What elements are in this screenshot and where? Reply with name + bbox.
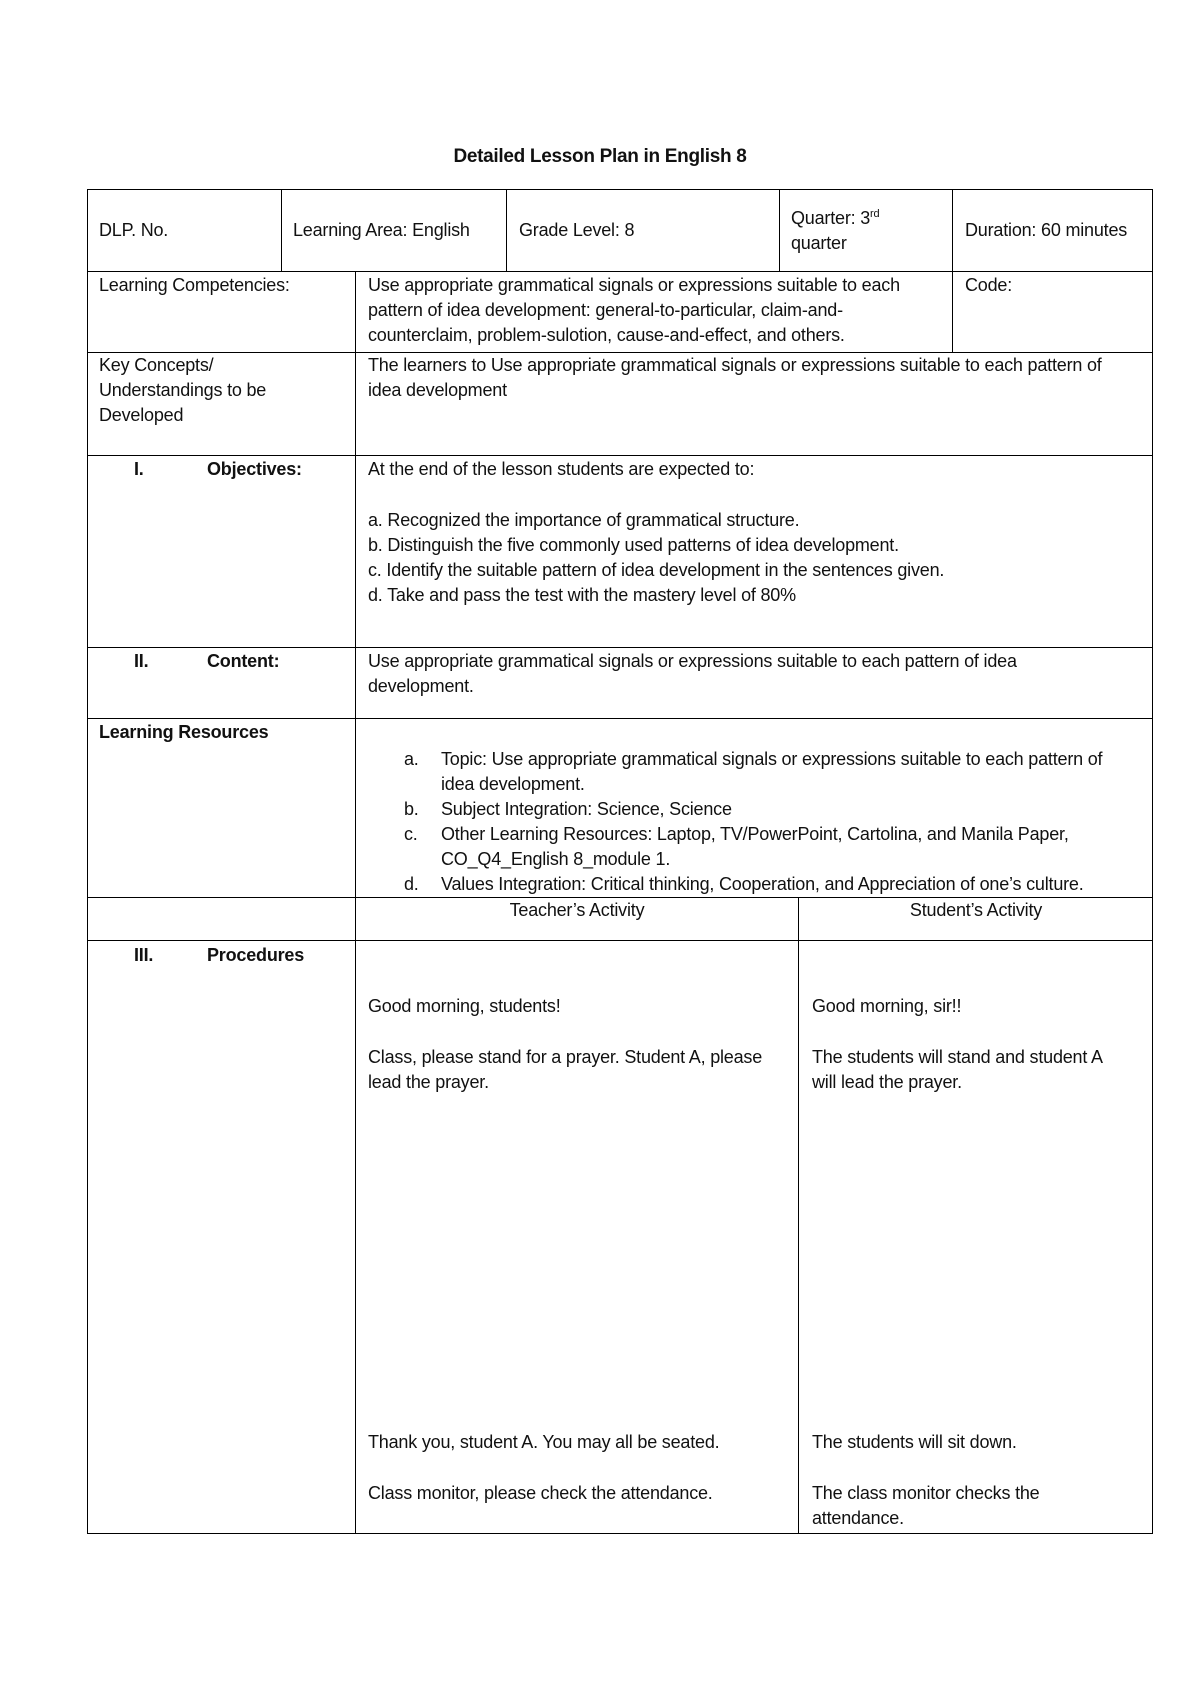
objective-item: c. Identify the suitable pattern of idea development in the sentences given. — [368, 560, 945, 580]
col-divider — [798, 897, 799, 1534]
resource-item — [404, 822, 1144, 872]
procedures-label: Procedures — [207, 945, 305, 965]
competencies-label: Learning Competencies: — [99, 275, 290, 295]
competencies-text — [368, 273, 900, 348]
teacher-seated: Thank you, student A. You may all be seated. — [368, 1432, 720, 1452]
row-divider — [87, 455, 1153, 456]
key-concepts-label — [99, 353, 266, 428]
resource-line: Other Learning Resources: Laptop, TV/PowerPoint, Cartolina, and Manila Paper, — [441, 824, 1069, 844]
resource-line: idea development. — [441, 774, 585, 794]
quarter — [791, 206, 879, 256]
objective-item: b. Distinguish the five commonly used patterns of idea development. — [368, 535, 899, 555]
resource-item — [404, 747, 1144, 797]
dlp-number: DLP. No. — [99, 220, 169, 240]
student-attendance-line: The class monitor checks the — [812, 1483, 1040, 1503]
col-divider — [779, 189, 780, 271]
resource-line: Subject Integration: Science, Science — [441, 799, 732, 819]
student-prayer — [812, 1045, 1103, 1095]
objective-item: a. Recognized the importance of grammatical structure. — [368, 510, 800, 530]
student-prayer-line: will lead the prayer. — [812, 1072, 962, 1092]
resource-marker: d. — [404, 874, 419, 894]
key-concepts-label-line: Understandings to be — [99, 380, 267, 400]
student-attendance — [812, 1481, 1040, 1531]
resource-marker: b. — [404, 799, 419, 819]
content-label: Content: — [207, 651, 280, 671]
content-line: Use appropriate grammatical signals or expressions suitable to each pattern of idea — [368, 651, 1017, 671]
key-concepts-line: idea development — [368, 380, 507, 400]
learning-area: Learning Area: English — [293, 220, 470, 240]
student-attendance-line: attendance. — [812, 1508, 904, 1528]
row-divider — [87, 271, 1153, 272]
duration: Duration: 60 minutes — [965, 220, 1128, 240]
teacher-prayer-line: Class, please stand for a prayer. Student A, please — [368, 1047, 763, 1067]
row-divider — [87, 940, 1153, 941]
competencies-line: counterclaim, problem-sulotion, cause-and-effect, and others. — [368, 325, 845, 345]
content-numeral: II. — [134, 651, 149, 671]
student-activity-header: Student’s Activity — [909, 900, 1043, 920]
teacher-activity-header: Teacher’s Activity — [509, 900, 645, 920]
resource-marker: c. — [404, 824, 418, 844]
code-label: Code: — [965, 275, 1013, 295]
student-seated: The students will sit down. — [812, 1432, 1017, 1452]
resources-label: Learning Resources — [99, 722, 269, 742]
objectives-label: Objectives: — [207, 459, 302, 479]
procedures-numeral: III. — [134, 945, 154, 965]
resource-line: CO_Q4_English 8_module 1. — [441, 849, 671, 869]
key-concepts-text — [368, 353, 1102, 403]
col-divider — [281, 189, 282, 271]
objectives-body — [368, 457, 944, 608]
resource-line: Values Integration: Critical thinking, Cooperation, and Appreciation of one’s culture. — [441, 874, 1084, 894]
competencies-line: Use appropriate grammatical signals or expressions suitable to each — [368, 275, 900, 295]
teacher-attendance: Class monitor, please check the attendance. — [368, 1483, 713, 1503]
col-divider — [506, 189, 507, 271]
objectives-intro: At the end of the lesson students are expected to: — [368, 459, 755, 479]
objective-item: d. Take and pass the test with the mastery level of 80% — [368, 585, 796, 605]
resource-item — [404, 872, 1144, 897]
teacher-prayer-line: lead the prayer. — [368, 1072, 489, 1092]
teacher-greeting: Good morning, students! — [368, 996, 561, 1016]
document-title: Detailed Lesson Plan in English 8 — [453, 146, 747, 167]
resource-item — [404, 797, 1144, 822]
content-text — [368, 649, 1017, 699]
teacher-prayer — [368, 1045, 762, 1095]
competencies-line: pattern of idea development: general-to-particular, claim-and- — [368, 300, 843, 320]
key-concepts-line: The learners to Use appropriate grammatical signals or expressions suitable to each pattern of — [368, 355, 1102, 375]
resource-marker: a. — [404, 749, 419, 769]
grade-level: Grade Level: 8 — [519, 220, 635, 240]
col-divider — [952, 271, 953, 352]
student-prayer-line: The students will stand and student A — [812, 1047, 1103, 1067]
quarter-label: Quarter: 3 — [791, 208, 871, 228]
resource-text — [441, 822, 1069, 872]
objectives-numeral: I. — [134, 459, 144, 479]
col-divider — [952, 189, 953, 271]
student-greeting: Good morning, sir!! — [812, 996, 962, 1016]
quarter-suffix: quarter — [791, 233, 847, 253]
content-line: development. — [368, 676, 474, 696]
resource-text — [441, 747, 1102, 797]
resource-line: Topic: Use appropriate grammatical signals or expressions suitable to each pattern of — [441, 749, 1103, 769]
quarter-ordinal: rd — [870, 208, 880, 220]
row-divider — [87, 647, 1153, 648]
key-concepts-label-line: Key Concepts/ — [99, 355, 214, 375]
row-divider — [87, 718, 1153, 719]
key-concepts-label-line: Developed — [99, 405, 184, 425]
